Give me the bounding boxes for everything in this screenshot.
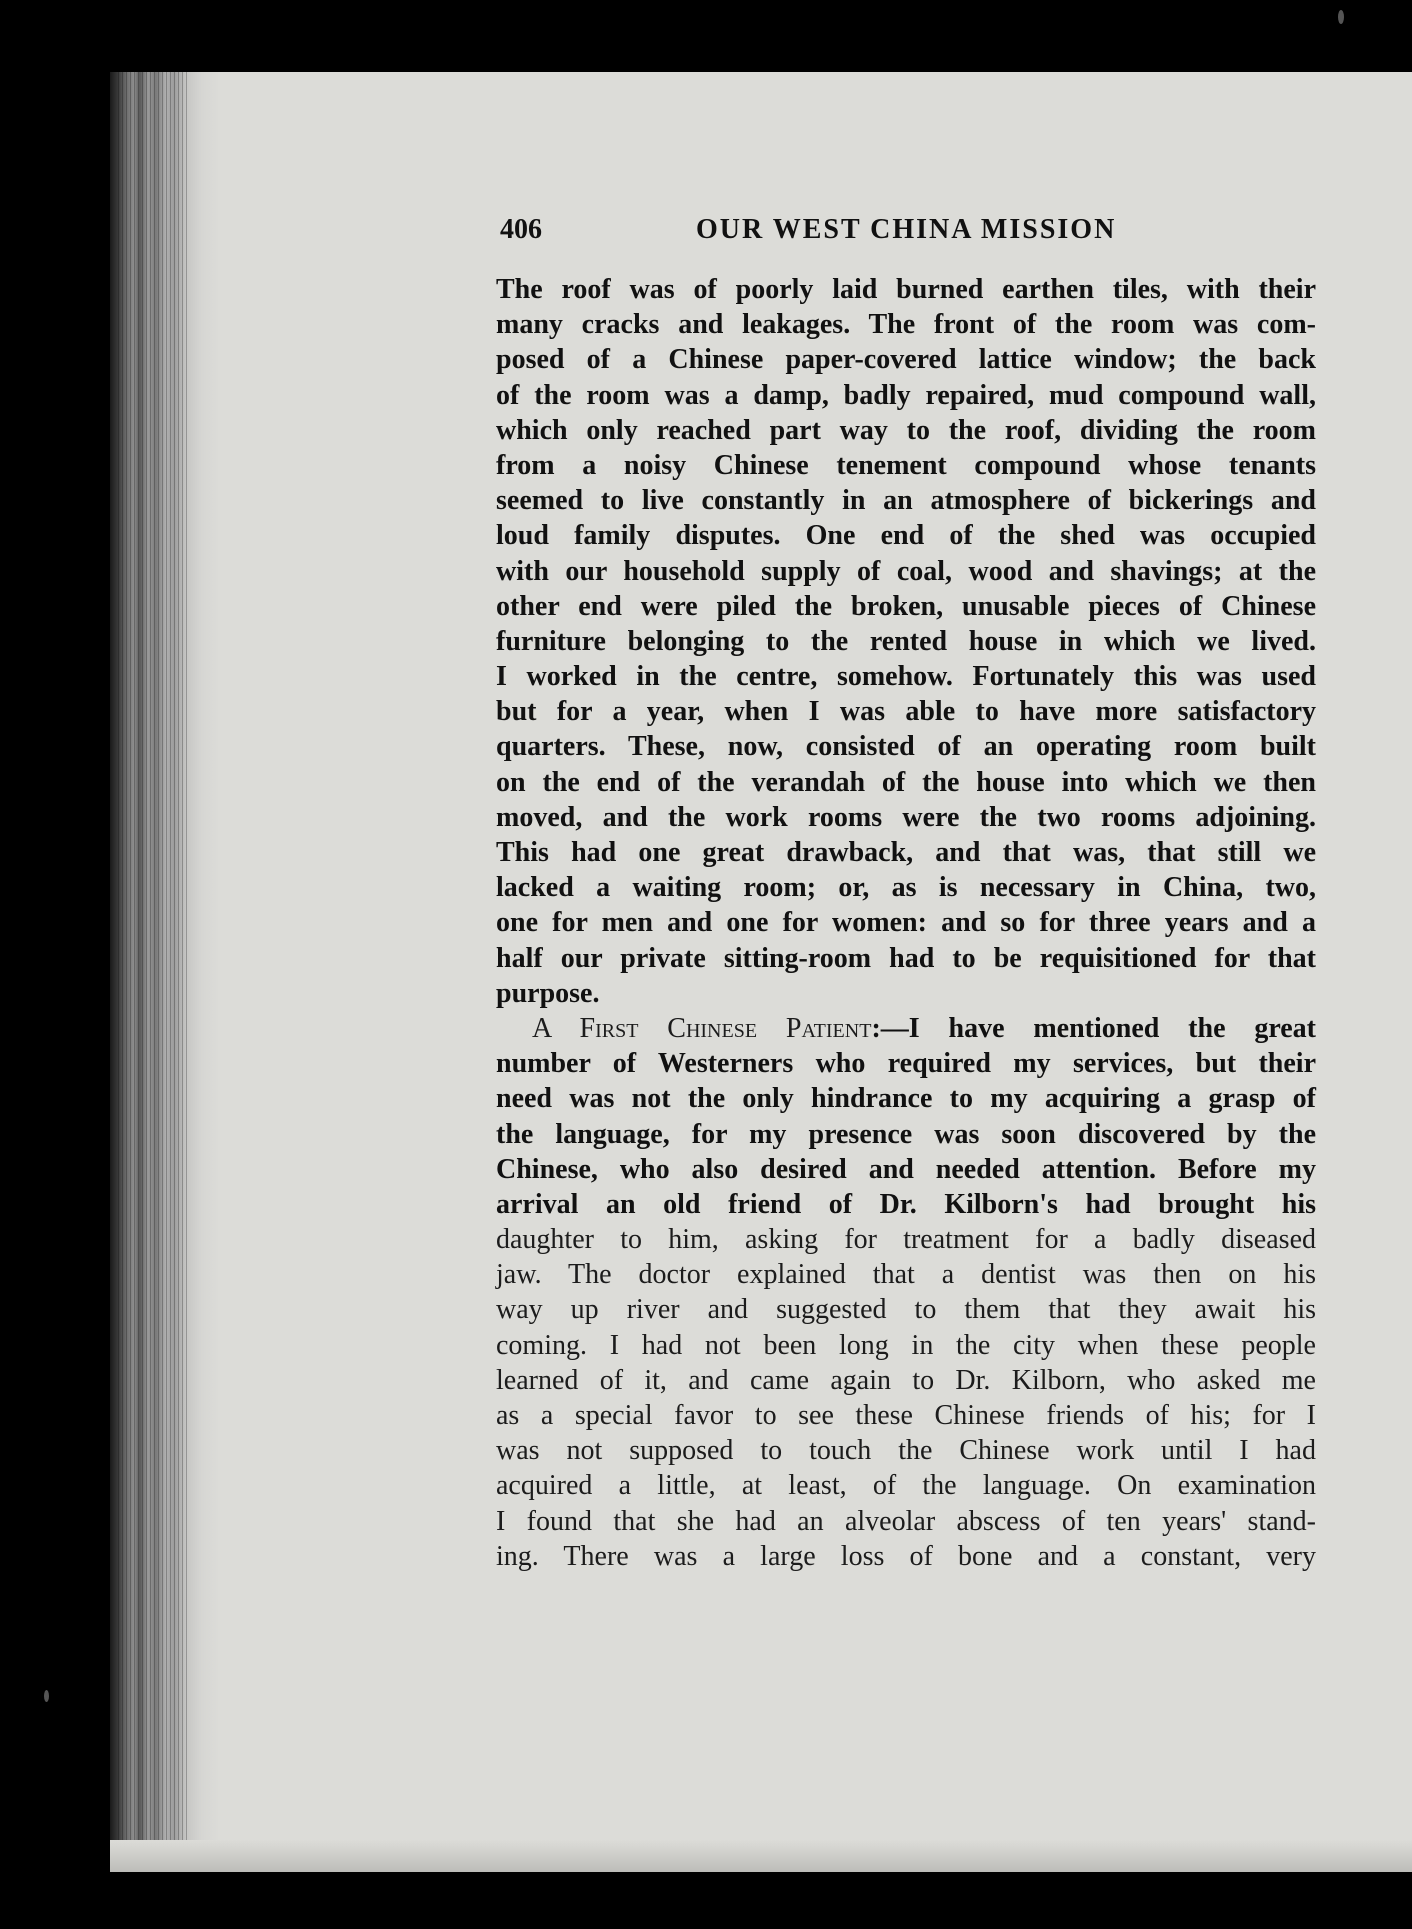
paragraph-roof xyxy=(496,272,1316,1011)
text-line: from a noisy Chinese tenement compound whose tenants xyxy=(496,449,1316,481)
text-line: was not supposed to touch the Chinese work until I had xyxy=(496,1435,1316,1467)
text-line: jaw. The doctor explained that a dentist was then on his xyxy=(496,1259,1316,1291)
text-line: arrival an old friend of Dr. Kilborn's had brought his xyxy=(496,1188,1316,1220)
page-bottom-edge xyxy=(110,1840,1412,1872)
text-line: the language, for my presence was soon discovered by the xyxy=(496,1118,1316,1150)
paragraph-first-line xyxy=(496,1011,1316,1046)
text-line: need was not the only hindrance to my acquiring a grasp of xyxy=(496,1083,1316,1115)
text-line: lacked a waiting room; or, as is necessary in China, two, xyxy=(496,872,1316,904)
text-line: furniture belonging to the rented house in which we lived. xyxy=(496,625,1316,657)
page-edge-lines xyxy=(118,72,188,1872)
text-line: coming. I had not been long in the city when these people xyxy=(496,1329,1316,1361)
text-line: with our household supply of coal, wood and shavings; at the xyxy=(496,555,1316,587)
text-line: I worked in the centre, somehow. Fortunately this was used xyxy=(496,661,1316,693)
running-title: OUR WEST CHINA MISSION xyxy=(696,214,1117,245)
text-line: which only reached part way to the roof, dividing the room xyxy=(496,414,1316,446)
text-line: I found that she had an alveolar abscess of ten years' stand- xyxy=(496,1505,1316,1537)
text-line: quarters. These, now, consisted of an operating room built xyxy=(496,731,1316,763)
text-line: half our private sitting-room had to be requisitioned for that xyxy=(496,942,1316,974)
section-heading: A First Chinese Patient xyxy=(532,1012,872,1044)
paragraph-first-chinese-patient xyxy=(496,1011,1316,1574)
text-line: The roof was of poorly laid burned earthen tiles, with their xyxy=(496,274,1316,305)
text-fragment: :—I have mentioned the great xyxy=(871,1012,1317,1044)
page-number: 406 xyxy=(500,214,542,245)
text-line: acquired a little, at least, of the language. On examination xyxy=(496,1470,1316,1502)
page-header xyxy=(500,210,1320,254)
text-line: one for men and one for women: and so for three years and a xyxy=(496,907,1316,939)
dust-speck xyxy=(1338,10,1344,24)
page-body xyxy=(496,272,1316,1574)
dust-speck xyxy=(44,1690,49,1702)
text-line: but for a year, when I was able to have more satisfactory xyxy=(496,696,1316,728)
text-line: purpose. xyxy=(496,977,600,1009)
text-line: as a special favor to see these Chinese friends of his; for I xyxy=(496,1400,1316,1431)
text-line: learned of it, and came again to Dr. Kilborn, who asked me xyxy=(496,1364,1316,1396)
text-line: number of Westerners who required my services, but their xyxy=(496,1048,1316,1080)
text-line: loud family disputes. One end of the shed was occupied xyxy=(496,520,1316,552)
text-line: seemed to live constantly in an atmosphere of bickerings and xyxy=(496,485,1316,517)
text-line: many cracks and leakages. The front of the room was com- xyxy=(496,309,1316,341)
text-line: of the room was a damp, badly repaired, mud compound wall, xyxy=(496,379,1316,411)
text-line: way up river and suggested to them that they await his xyxy=(496,1294,1316,1326)
text-line: This had one great drawback, and that was, that still we xyxy=(496,837,1316,868)
text-line: posed of a Chinese paper-covered lattice window; the back xyxy=(496,344,1316,376)
text-line: moved, and the work rooms were the two rooms adjoining. xyxy=(496,801,1316,833)
text-line: other end were piled the broken, unusable pieces of Chinese xyxy=(496,590,1316,622)
text-line: ing. There was a large loss of bone and a constant, very xyxy=(496,1540,1316,1572)
text-line: daughter to him, asking for treatment for a badly diseased xyxy=(496,1224,1316,1256)
text-line: Chinese, who also desired and needed attention. Before my xyxy=(496,1153,1316,1185)
text-line: on the end of the verandah of the house into which we then xyxy=(496,766,1316,798)
